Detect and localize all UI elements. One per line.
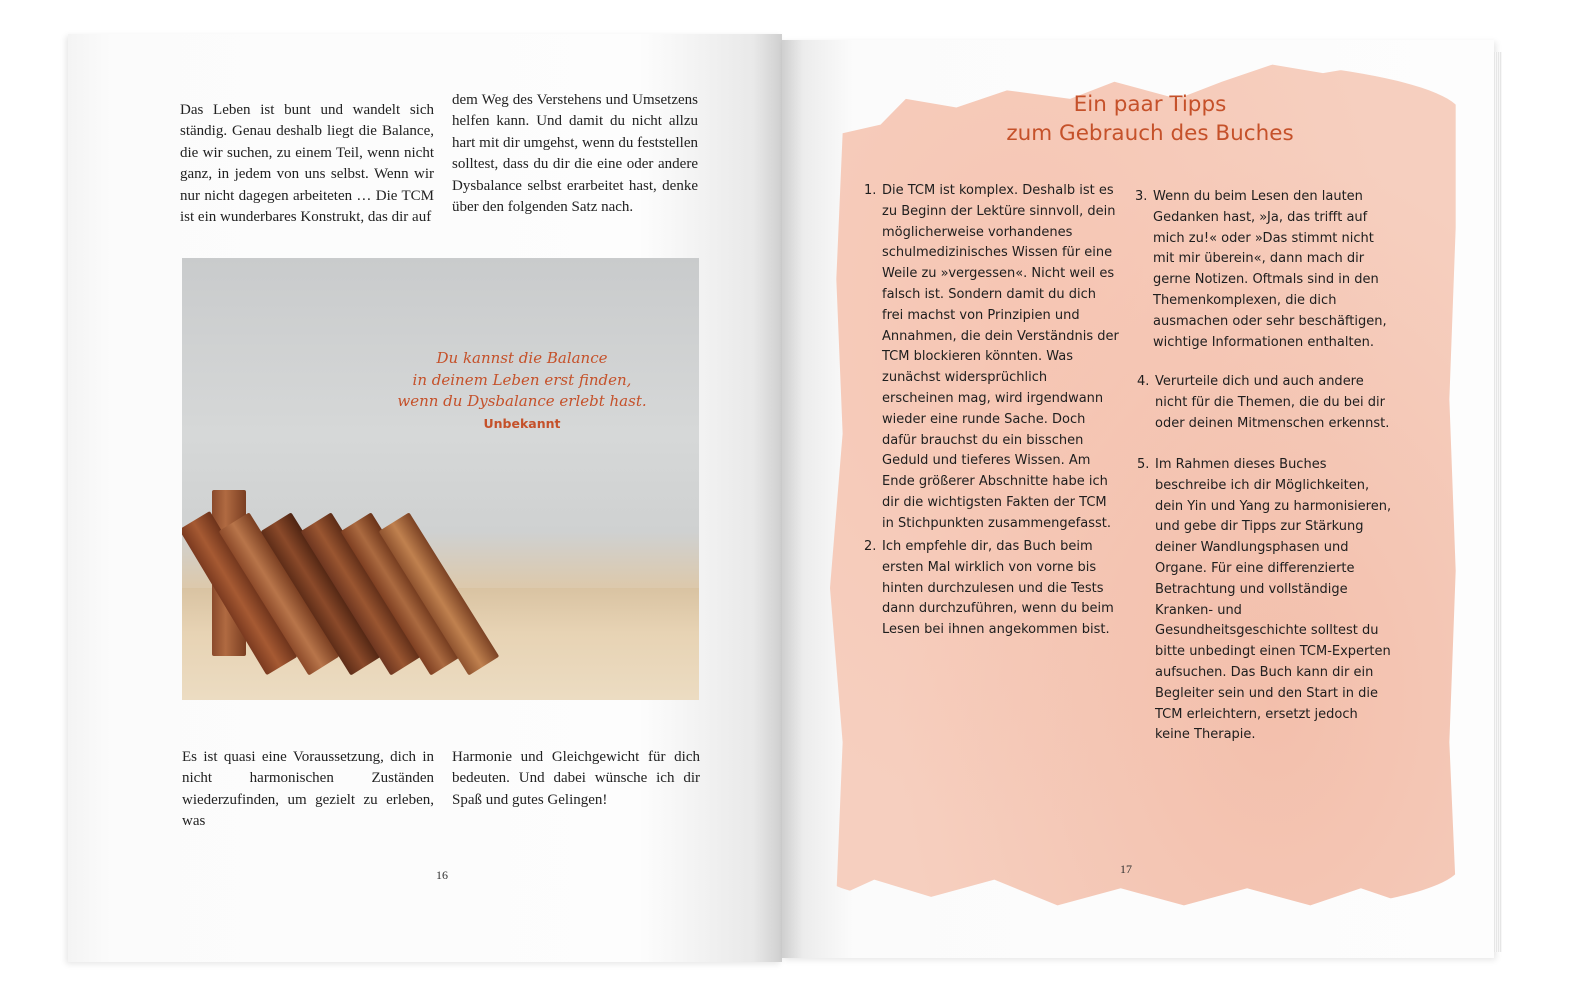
- tip-text: Verurteile dich und auch andere nicht für die Themen, die du bei dir oder deinen Mitmenschen erkennst.: [1155, 374, 1390, 431]
- tips-title: [900, 90, 1400, 148]
- tip-number: 2.: [864, 539, 877, 554]
- tip-item: [1135, 187, 1393, 353]
- tips-title-line-1: Ein paar Tipps: [1073, 92, 1227, 117]
- page-number-left: 16: [436, 868, 448, 882]
- left-bottom-column-1: Es ist quasi eine Voraussetzung, dich in nicht harmonischen Zuständen wiederzufinden, um gezielt zu erleben, was: [182, 749, 434, 830]
- tip-item: [1137, 455, 1393, 746]
- tip-number: 5.: [1137, 457, 1150, 472]
- tip-item: [864, 537, 1120, 641]
- tip-number: 1.: [864, 183, 877, 198]
- page-number-right: 17: [1120, 862, 1132, 876]
- tip-number: 3.: [1135, 189, 1148, 204]
- page-edges: [1494, 52, 1502, 952]
- tip-item: [864, 181, 1120, 535]
- tips-title-line-2: zum Gebrauch des Buches: [1006, 121, 1294, 146]
- tip-text: Die TCM ist komplex. Deshalb ist es zu Beginn der Lektüre sinnvoll, dein möglicherweise vorhandenes schulmedizinisches Wissen für eine Weile zu »vergessen«. Nicht weil es falsch ist. Sondern damit du dich frei machst von Prinzipien und Annahmen, die dein Verständnis der TCM blockieren könnten. Was zunächst widersprüchlich erscheinen mag, wird irgendwann wieder eine runde Sache. Doch dafür brauchst du ein bisschen Geduld und tieferes Wissen. Am Ende größerer Abschnitte habe ich dir die wichtigsten Fakten der TCM in Stichpunkten zusammengefasst.: [882, 183, 1119, 531]
- quote-line: Du kannst die Balance: [436, 349, 608, 367]
- quote-block: [392, 348, 652, 434]
- left-bottom-column-2: Harmonie und Gleichgewicht für dich bedeuten. Und dabei wünsche ich dir Spaß und gutes Gelingen!: [452, 749, 700, 808]
- tip-text: Ich empfehle dir, das Buch beim ersten Mal wirklich von vorne bis hinten durchzulesen und die Tests dann durchzuführen, wenn du beim Lesen bei ihnen angekommen bist.: [882, 539, 1114, 638]
- tip-item: [1137, 372, 1393, 434]
- tip-number: 4.: [1137, 374, 1150, 389]
- domino-photo: [182, 258, 699, 700]
- left-top-column-1: Das Leben ist bunt und wandelt sich ständig. Genau deshalb liegt die Balance, die wir suchen, zu einem Teil, wenn nicht ganz, in jedem von uns selbst. Wenn wir nur nicht dagegen arbeiteten … Die TCM ist ein wunderbares Konstrukt, das dir auf: [180, 102, 434, 226]
- quote-author: Unbekannt: [483, 415, 561, 431]
- tip-text: Wenn du beim Lesen den lauten Gedanken hast, »Ja, das trifft auf mich zu!« oder »Das stimmt nicht mit mir überein«, dann mach dir gerne Notizen. Oftmals sind in den Themenkomplexen, die dich ausmachen oder sehr beschäftigen, wichtige Informationen enthalten.: [1153, 189, 1387, 350]
- quote-line: wenn du Dysbalance erlebt hast.: [397, 392, 647, 410]
- left-top-column-2: dem Weg des Verstehens und Umsetzens helfen kann. Und damit du nicht allzu hart mit dir umgehst, wenn du feststellen solltest, dass du dir die eine oder andere Dysbalance selbst erarbeitet hast, denke über den folgenden Satz nach.: [452, 92, 698, 216]
- tip-text: Im Rahmen dieses Buches beschreibe ich dir Möglichkeiten, dein Yin und Yang zu harmonisieren, und gebe dir Tipps zur Stärkung deiner Wandlungsphasen und Organe. Für eine differenzierte Betrachtung und vollständige Kranken- und Gesundheitsgeschichte solltest du bitte unbedingt einen TCM-Experten aufsuchen. Das Buch kann dir ein Begleiter sein und den Start in die TCM erleichtern, ersetzt jedoch keine Therapie.: [1155, 457, 1392, 743]
- quote-line: in deinem Leben erst finden,: [412, 370, 632, 389]
